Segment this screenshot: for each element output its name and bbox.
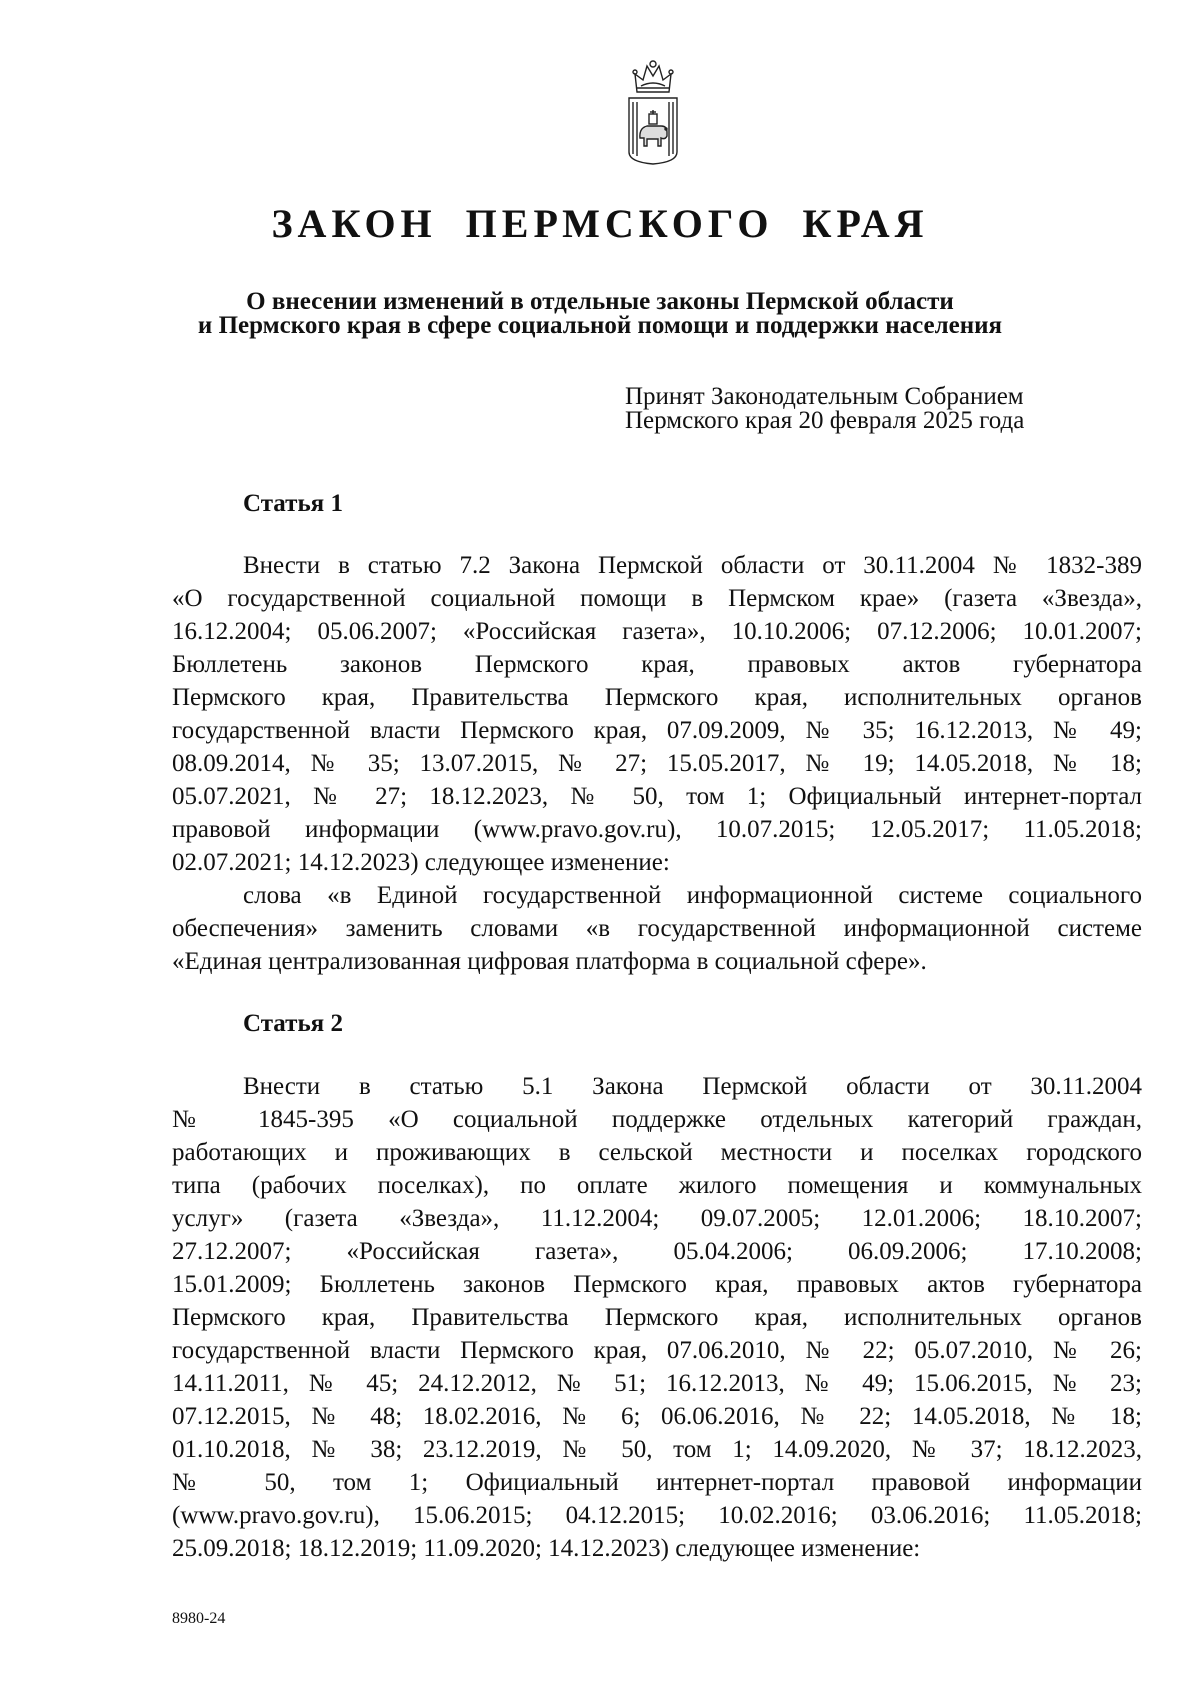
article-1-paragraph-2 <box>172 879 1142 978</box>
text-line: 25.09.2018; 18.12.2019; 11.09.2020; 14.12.2023) следующее изменение: <box>172 1535 921 1562</box>
text-line: 01.10.2018, № 38; 23.12.2019, № 50, том 1; 14.09.2020, № 37; 18.12.2023, <box>172 1436 1142 1463</box>
text-line: типа (рабочих поселках), по оплате жилого помещения и коммунальных <box>172 1172 1142 1199</box>
article-2-heading: Статья 2 <box>243 1010 343 1037</box>
text-line: 02.07.2021; 14.12.2023) следующее изменение: <box>172 849 670 876</box>
adoption-note <box>625 385 1024 433</box>
text-line: правовой информации (www.pravo.gov.ru), 10.07.2015; 12.05.2017; 11.05.2018; <box>172 816 1142 843</box>
article-2-paragraph-1 <box>172 1070 1142 1565</box>
text-line: Внести в статью 5.1 Закона Пермской области от 30.11.2004 <box>243 1073 1142 1100</box>
text-line: (www.pravo.gov.ru), 15.06.2015; 04.12.2015; 10.02.2016; 03.06.2016; 11.05.2018; <box>172 1502 1142 1529</box>
text-line: 16.12.2004; 05.06.2007; «Российская газета», 10.10.2006; 07.12.2006; 10.01.2007; <box>172 618 1142 645</box>
adoption-line: Принят Законодательным Собранием <box>625 383 1024 410</box>
subtitle-line: О внесении изменений в отдельные законы Пермской области <box>246 288 954 315</box>
text-line: 27.12.2007; «Российская газета», 05.04.2006; 06.09.2006; 17.10.2008; <box>172 1238 1142 1265</box>
article-1-paragraph-1 <box>172 549 1142 879</box>
text-line: 15.01.2009; Бюллетень законов Пермского края, правовых актов губернатора <box>172 1271 1142 1298</box>
document-title: ЗАКОН ПЕРМСКОГО КРАЯ <box>271 201 929 246</box>
text-line: Пермского края, Правительства Пермского края, исполнительных органов <box>172 684 1142 711</box>
text-line: 08.09.2014, № 35; 13.07.2015, № 27; 15.05.2017, № 19; 14.05.2018, № 18; <box>172 750 1142 777</box>
text-line: государственной власти Пермского края, 07.06.2010, № 22; 05.07.2010, № 26; <box>172 1337 1142 1364</box>
text-line: Внести в статью 7.2 Закона Пермской области от 30.11.2004 № 1832-389 <box>243 552 1142 579</box>
text-line: Пермского края, Правительства Пермского края, исполнительных органов <box>172 1304 1142 1331</box>
text-line: «О государственной социальной помощи в Пермском крае» (газета «Звезда», <box>172 585 1142 612</box>
text-line: № 1845-395 «О социальной поддержке отдельных категорий граждан, <box>172 1106 1142 1133</box>
text-line: Бюллетень законов Пермского края, правовых актов губернатора <box>172 651 1142 678</box>
coat-of-arms-icon <box>625 58 681 166</box>
text-line: 07.12.2015, № 48; 18.02.2016, № 6; 06.06.2016, № 22; 14.05.2018, № 18; <box>172 1403 1142 1430</box>
document-code: 8980-24 <box>172 1610 226 1627</box>
text-line: государственной власти Пермского края, 07.09.2009, № 35; 16.12.2013, № 49; <box>172 717 1142 744</box>
subtitle-line: и Пермского края в сфере социальной помощи и поддержки населения <box>197 312 1003 339</box>
text-line: 14.11.2011, № 45; 24.12.2012, № 51; 16.12.2013, № 49; 15.06.2015, № 23; <box>172 1370 1142 1397</box>
article-1-heading: Статья 1 <box>243 490 343 517</box>
text-line: услуг» (газета «Звезда», 11.12.2004; 09.07.2005; 12.01.2006; 18.10.2007; <box>172 1205 1142 1232</box>
document-subtitle <box>0 290 1200 338</box>
adoption-line: Пермского края 20 февраля 2025 года <box>625 407 1025 434</box>
text-line: 05.07.2021, № 27; 18.12.2023, № 50, том 1; Официальный интернет-портал <box>172 783 1142 810</box>
text-line: № 50, том 1; Официальный интернет-портал правовой информации <box>172 1469 1142 1496</box>
text-line: «Единая централизованная цифровая платформа в социальной сфере». <box>172 948 927 975</box>
text-line: обеспечения» заменить словами «в государственной информационной системе <box>172 915 1142 942</box>
text-line: работающих и проживающих в сельской местности и поселках городского <box>172 1139 1142 1166</box>
text-line: слова «в Единой государственной информационной системе социального <box>243 882 1142 909</box>
